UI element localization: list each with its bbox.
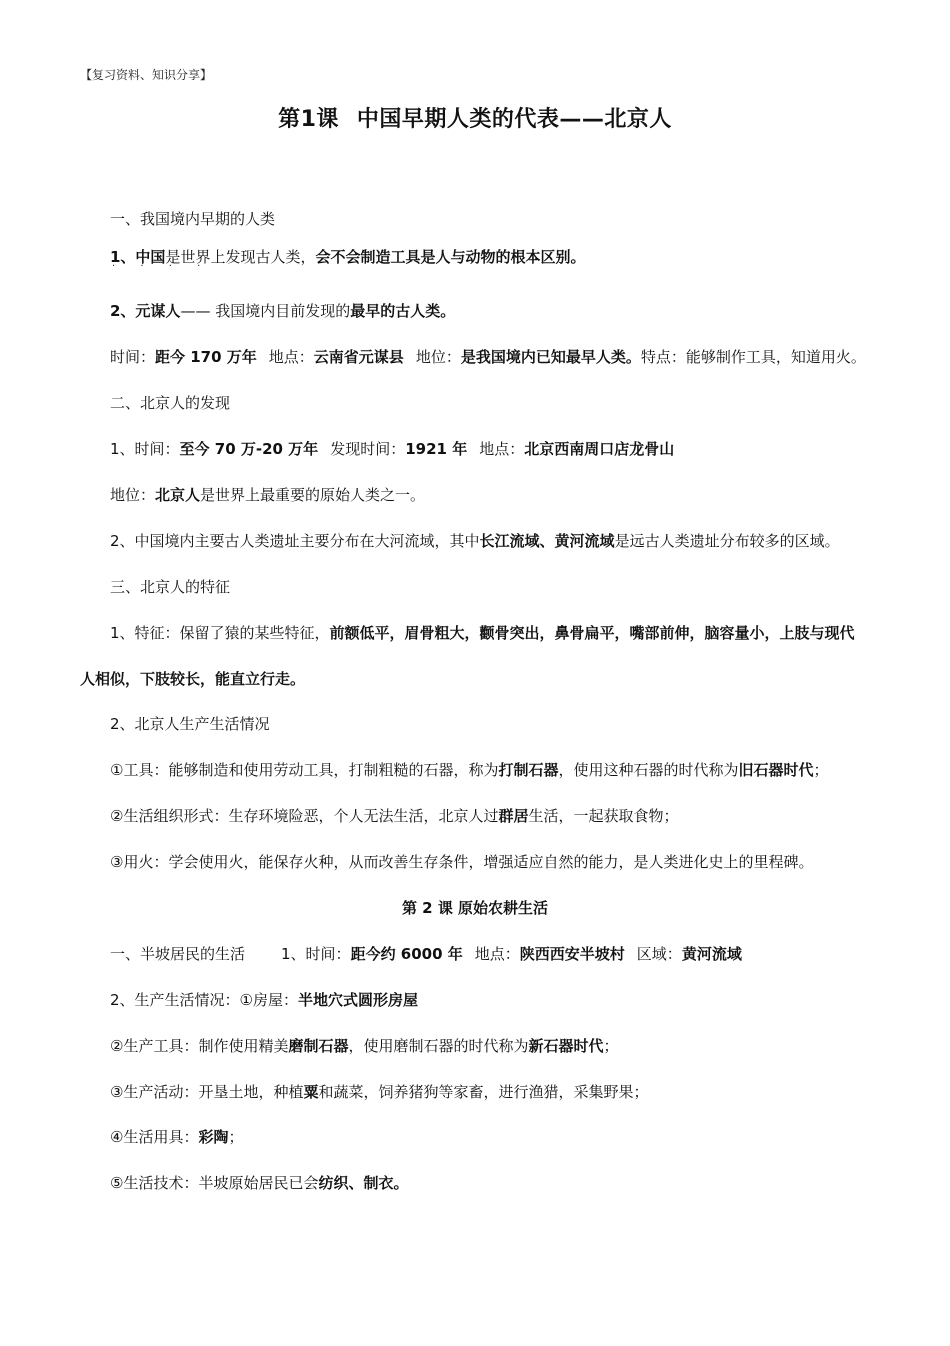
section-heading-features: 三、北京人的特征 [110,578,231,596]
lesson2-title: 第 2 课 原始农耕生活 [401,899,549,917]
text: 是世界上最重要的原始人类之一。 [200,486,426,504]
label: 1、时间： [110,440,180,458]
text-bold: 群居 [498,807,529,825]
paragraph-peking-status [110,484,425,506]
text-bold: 粟 [303,1083,319,1101]
label: 地位： [415,348,461,366]
label: 地点： [268,348,314,366]
header-tag: 【复习资料、知识分享】 [80,68,213,82]
text-bold: 至今 70 万-20 万年 [179,440,319,458]
paragraph-banpo [110,943,742,965]
label: 地点： [479,440,525,458]
text: ⑤生活技术：半坡原始居民已会 [110,1174,319,1192]
text: 1、特征：保留了猿的某些特征， [110,624,330,642]
lesson-number: 第1课 [278,107,339,132]
paragraph-sites [110,530,840,552]
paragraph-organization [110,805,678,827]
text: 2、生产生活情况：①房屋： [110,991,298,1009]
paragraph-features-cont [80,668,305,690]
paragraph-features [110,622,855,644]
label: 区域： [636,945,682,963]
label: 发现时间： [330,440,406,458]
text-bold: 打制石器 [498,761,559,779]
paragraph-fire: ③用火：学会使用火，能保存火种，从而改善生存条件，增强适应自然的能力，是人类进化史上的里程碑。 [110,853,814,871]
text-bold: 黄河流域 [681,945,742,963]
paragraph-tools [110,759,829,781]
text-bold: 会不会制造工具是人与动物的根本区别。 [315,248,586,266]
text: 一、半坡居民的生活 [110,945,246,963]
label: 地位： [110,486,156,504]
text: 2、中国境内主要古人类遗址主要分布在大河流域，其中 [110,532,480,550]
text: 是远古人类遗址分布较多的区域。 [614,532,840,550]
paragraph-production-activity [110,1081,648,1103]
section-heading-discovery: 二、北京人的发现 [110,394,231,412]
paragraph-yuanmou-details [110,346,866,368]
text-bold: 1921 年 [405,440,468,458]
page-title [0,102,950,133]
text: ； [813,761,829,779]
text: ； [228,1128,244,1146]
text-bold: 北京人 [155,486,201,504]
text-bold: 长江流域、黄河流域 [479,532,615,550]
text-bold: 陕西西安半坡村 [519,945,625,963]
text: ①工具：能够制造和使用劳动工具，打制粗糙的石器，称为 [110,761,499,779]
paragraph-yuanmou [110,300,455,322]
text-bold: 半地穴式圆形房屋 [298,991,419,1009]
text-bold: 2、元谋人 [110,302,181,320]
text: —— 我国境内目前发现的 [180,302,351,320]
lesson-title: 中国早期人类的代表——北京人 [356,107,672,132]
text-bold: 人相似，下肢较长，能直立行走。 [80,670,306,688]
text-bold: 纺织、制衣。 [318,1174,409,1192]
text-bold: 前额低平，眉骨粗大，颧骨突出，鼻骨扁平，嘴部前伸，脑容量小，上肢与现代 [329,624,855,642]
text: ； [603,1037,619,1055]
label: 地点： [474,945,520,963]
paragraph-utensils [110,1126,243,1148]
label: 时间： [110,348,156,366]
text-bold: 北京西南周口店龙骨山 [524,440,675,458]
text: ③生产活动：开垦土地，种植 [110,1083,304,1101]
text: 特点：能够制作工具，知道用火。 [640,348,866,366]
text-bold: 距今 170 万年 [155,348,257,366]
text-bold: 是我国境内已知最早人类。 [460,348,641,366]
text: ②生产工具：制作使用精美 [110,1037,289,1055]
text-bold: 1、中国 [110,248,166,266]
paragraph-peking-time [110,438,674,460]
text-bold: 旧石器时代 [738,761,814,779]
label: 1、时间： [281,945,351,963]
text-bold: 磨制石器 [288,1037,349,1055]
text: ，使用这种石器的时代称为 [558,761,739,779]
text: 和蔬菜，饲养猪狗等家畜，进行渔猎，采集野果； [318,1083,649,1101]
text-bold: 云南省元谋县 [313,348,404,366]
text: 是世界上发现古人类， [165,248,316,266]
text-bold: 距今约 6000 年 [350,945,463,963]
subheading-life: 2、北京人生产生活情况 [110,715,270,733]
text-bold: 最早的古人类。 [350,302,456,320]
paragraph-techniques [110,1172,408,1194]
paragraph-production-tools [110,1035,619,1057]
section-heading-early-humans: 一、我国境内早期的人类 [110,210,276,228]
text-bold: 新石器时代 [528,1037,604,1055]
text: ④生活用具： [110,1128,199,1146]
paragraph-housing [110,989,418,1011]
text-bold: 彩陶 [198,1128,229,1146]
text: ②生活组织形式：生存环境险恶，个人无法生活，北京人过 [110,807,499,825]
text: 生活，一起获取食物； [528,807,679,825]
text: ，使用磨制石器的时代称为 [348,1037,529,1055]
emphasis-dots: · · · · [112,261,212,272]
